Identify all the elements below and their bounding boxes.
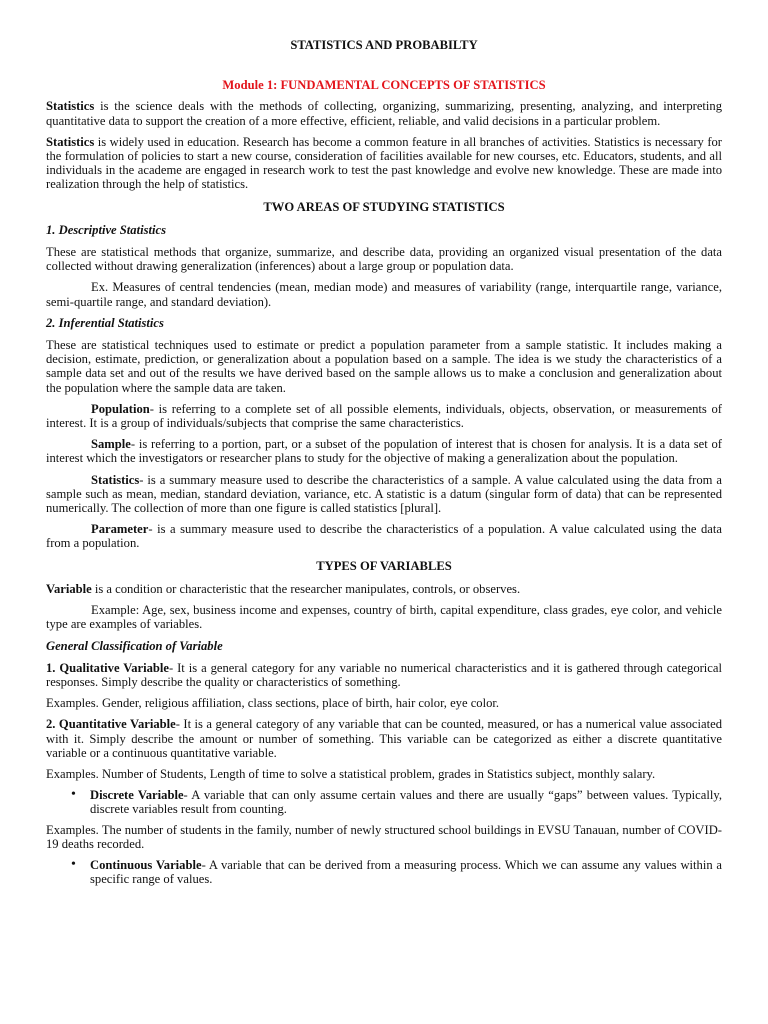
paragraph-text: is widely used in education. Research has become a common feature in all branches of activities. Statistics is necessary for the formulation of policies to start a new course, consideration of facilities available for new courses, etc. Educators, students, and all individuals in the academe are engaged in research work to test the past knowledge and evolve new knowledge. These are made into realization through the help of statistics.: [46, 134, 722, 192]
term: Statistics: [46, 134, 95, 149]
definition-text: - It is a general category for any variable no numerical characteristics and it is gathered through categorical responses. Simply describe the quality or characteristics of something.: [46, 660, 722, 689]
inferential-text: These are statistical techniques used to estimate or predict a population parameter from a sample statistic. It includes making a decision, estimate, prediction, or generalization about a population based on a sample. The idea is we study the characteristics of a sample data set and out of the results we have derived based on the sample allows us to make a conclusion and generalization about the population where the sample data are taken.: [46, 338, 722, 395]
definition-text: - A variable that can be derived from a measuring process. Which we can assume any values within a specific range of values.: [90, 857, 722, 887]
statistics-definition: [46, 473, 722, 516]
discrete-examples: Examples. The number of students in the family, number of newly structured school buildings in EVSU Tanauan, number of COVID-19 deaths recorded.: [46, 822, 722, 851]
areas-heading: TWO AREAS OF STUDYING STATISTICS: [263, 199, 505, 214]
discrete-bullet: [90, 788, 722, 816]
sample-definition: [46, 437, 722, 465]
definition-text: - A variable that can only assume certain values and there are usually “gaps” between values. Typically, discrete variables result from counting.: [90, 788, 722, 817]
parameter-definition: [46, 522, 722, 550]
qualitative-examples: Examples. Gender, religious affiliation, class sections, place of birth, hair color, eye color.: [46, 696, 500, 711]
population-definition: [46, 402, 722, 430]
term: Statistics: [46, 99, 95, 114]
qualitative-definition: [46, 661, 722, 689]
discrete-list: [46, 788, 722, 816]
descriptive-heading: 1. Descriptive Statistics: [46, 222, 166, 237]
page-title: STATISTICS AND PROBABILTY: [290, 38, 478, 52]
term: Statistics: [91, 472, 140, 487]
definition-text: - is referring to a portion, part, or a subset of the population of interest that is chosen for analysis. It is a data set of interest which the investigators or researcher plans to study for the objective of making a generalization about the population.: [46, 437, 722, 466]
definition-text: - is referring to a complete set of all possible elements, individuals, objects, observation, or measurements of interest. It is a group of individuals/subjects that comprise the same characteristics.: [46, 401, 722, 431]
continuous-bullet: [90, 858, 722, 886]
descriptive-text: These are statistical methods that organize, summarize, and describe data, providing an organized visual presentation of the data collected without drawing generalization (inferences) about a large group or population data.: [46, 245, 722, 274]
term: Sample: [91, 437, 131, 452]
general-classification-heading: General Classification of Variable: [46, 638, 223, 653]
intro-paragraph-1: [46, 99, 722, 127]
term: Parameter: [91, 522, 149, 537]
term: Variable: [46, 581, 92, 596]
paragraph-text: is the science deals with the methods of collecting, organizing, summarizing, presenting, analyzing, and interpreting quantitative data to support the creation of a more effective, efficient, reliable, and valid decisions in a particular problem.: [46, 99, 722, 128]
continuous-list: [46, 858, 722, 886]
types-heading: TYPES OF VARIABLES: [316, 558, 452, 573]
variable-example: Example: Age, sex, business income and expenses, country of birth, capital expenditure, class grades, eye color, and vehicle type are examples of variables.: [46, 603, 722, 632]
term: Population: [91, 401, 150, 416]
definition-text: - It is a general category of any variable that can be counted, measured, or has a numerical value associated with it. Simply describe the amount or number of something. This variable can be categorized as either a discrete quantitative variable or a continuous quantitative variable.: [46, 717, 722, 760]
intro-paragraph-2: [46, 135, 722, 192]
definition-text: is a condition or characteristic that the researcher manipulates, controls, or observes.: [91, 581, 521, 596]
definition-text: - is a summary measure used to describe the characteristics of a population. A value calculated using the data from a population.: [46, 522, 722, 551]
descriptive-example: Ex. Measures of central tendencies (mean, median mode) and measures of variability (range, interquartile range, variance, semi-quartile range, and standard deviation).: [46, 280, 722, 309]
term: 1. Qualitative Variable: [46, 660, 169, 675]
quantitative-definition: [46, 717, 722, 760]
term: 2. Quantitative Variable: [46, 717, 176, 732]
inferential-heading: 2. Inferential Statistics: [46, 315, 164, 330]
term: Discrete Variable: [90, 788, 184, 803]
term: Continuous Variable: [90, 857, 202, 872]
definition-text: - is a summary measure used to describe the characteristics of a sample. A value calculated using the data from a sample such as mean, median, standard deviation, variance, etc. A statistic is a datum (singular form of data) that can be represented numerically. The collection of more than one figure is called statistics [plural].: [46, 472, 722, 516]
module-title: Module 1: FUNDAMENTAL CONCEPTS OF STATISTICS: [222, 78, 546, 93]
quantitative-examples: Examples. Number of Students, Length of time to solve a statistical problem, grades in Statistics subject, monthly salary.: [46, 766, 656, 781]
variable-definition: [46, 582, 722, 596]
